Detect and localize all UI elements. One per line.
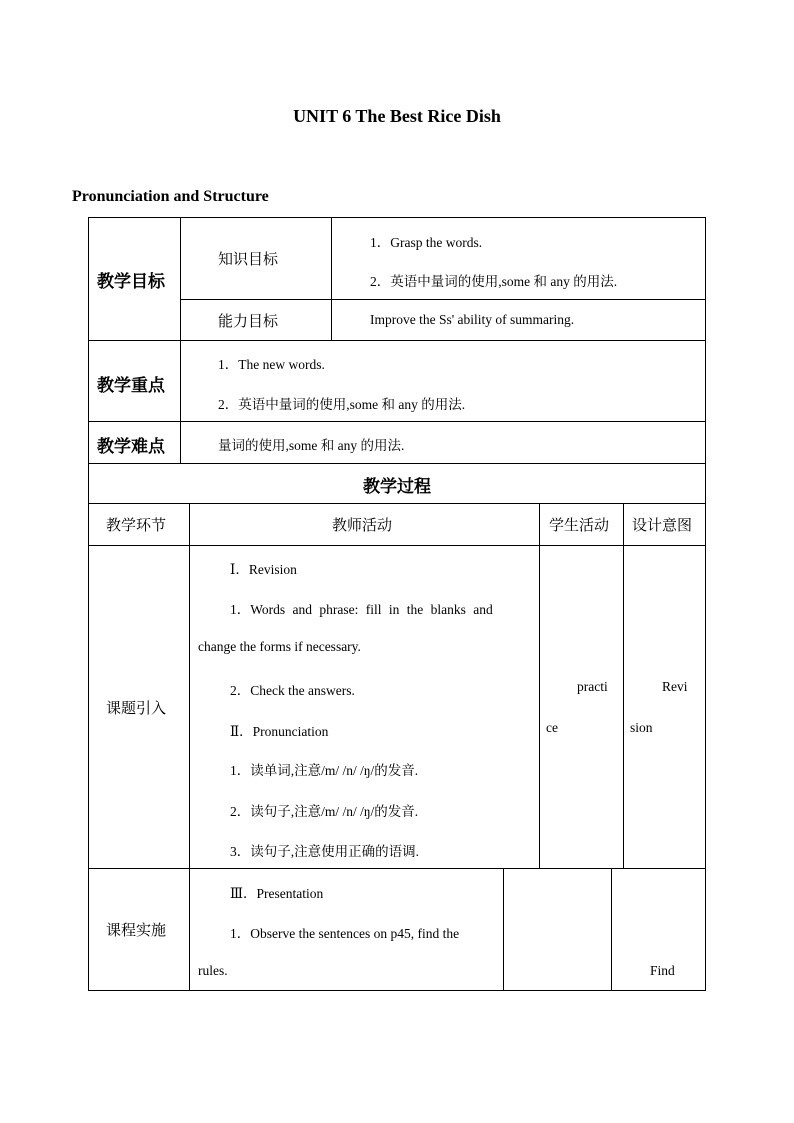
- implementation-line: Ⅲ．Presentation: [230, 886, 324, 901]
- difficulties-text: 量词的使用,some 和 any 的用法.: [218, 438, 405, 453]
- header-teacher: 教师活动: [332, 516, 393, 534]
- process-title: 教学过程: [363, 477, 431, 497]
- implementation-line: 1．Observe the sentences on p45, find the: [230, 926, 460, 941]
- intro-design-text: sion: [630, 720, 653, 735]
- header-student: 学生活动: [549, 516, 610, 534]
- header-design: 设计意图: [632, 516, 693, 534]
- ability-text: Improve the Ss' ability of summaring.: [370, 312, 575, 327]
- key-point-item: 1．The new words.: [218, 357, 325, 372]
- objectives-label: 教学目标: [97, 272, 165, 292]
- intro-line: Ⅰ．Revision: [230, 562, 297, 577]
- knowledge-item: 2．英语中量词的使用,some 和 any 的用法.: [370, 274, 618, 289]
- implementation-design-text: Find: [650, 963, 675, 978]
- header-stage: 教学环节: [106, 516, 167, 534]
- difficulties-label: 教学难点: [97, 437, 165, 457]
- key-points-label: 教学重点: [97, 376, 165, 396]
- knowledge-item: 1．Grasp the words.: [370, 235, 483, 250]
- implementation-line: rules.: [198, 963, 228, 978]
- intro-design-text: Revi: [662, 679, 688, 694]
- implementation-stage-label: 课程实施: [106, 921, 167, 939]
- key-point-item: 2．英语中量词的使用,some 和 any 的用法.: [218, 397, 466, 412]
- intro-line: 3．读句子,注意使用正确的语调.: [230, 844, 419, 859]
- intro-line: change the forms if necessary.: [198, 639, 361, 654]
- intro-student-text: ce: [546, 720, 558, 735]
- intro-line: 1．读单词,注意/m/ /n/ /ŋ/的发音.: [230, 763, 419, 778]
- intro-line: 1．Words and phrase: fill in the blanks and: [230, 602, 493, 617]
- intro-line: 2．读句子,注意/m/ /n/ /ŋ/的发音.: [230, 804, 419, 819]
- section-title: Pronunciation and Structure: [72, 188, 269, 205]
- document-title: UNIT 6 The Best Rice Dish: [293, 106, 501, 126]
- intro-student-text: practi: [577, 679, 608, 694]
- intro-stage-label: 课题引入: [106, 699, 167, 717]
- intro-line: Ⅱ．Pronunciation: [230, 724, 329, 739]
- knowledge-label: 知识目标: [218, 250, 279, 268]
- intro-line: 2．Check the answers.: [230, 683, 355, 698]
- ability-label: 能力目标: [218, 312, 279, 330]
